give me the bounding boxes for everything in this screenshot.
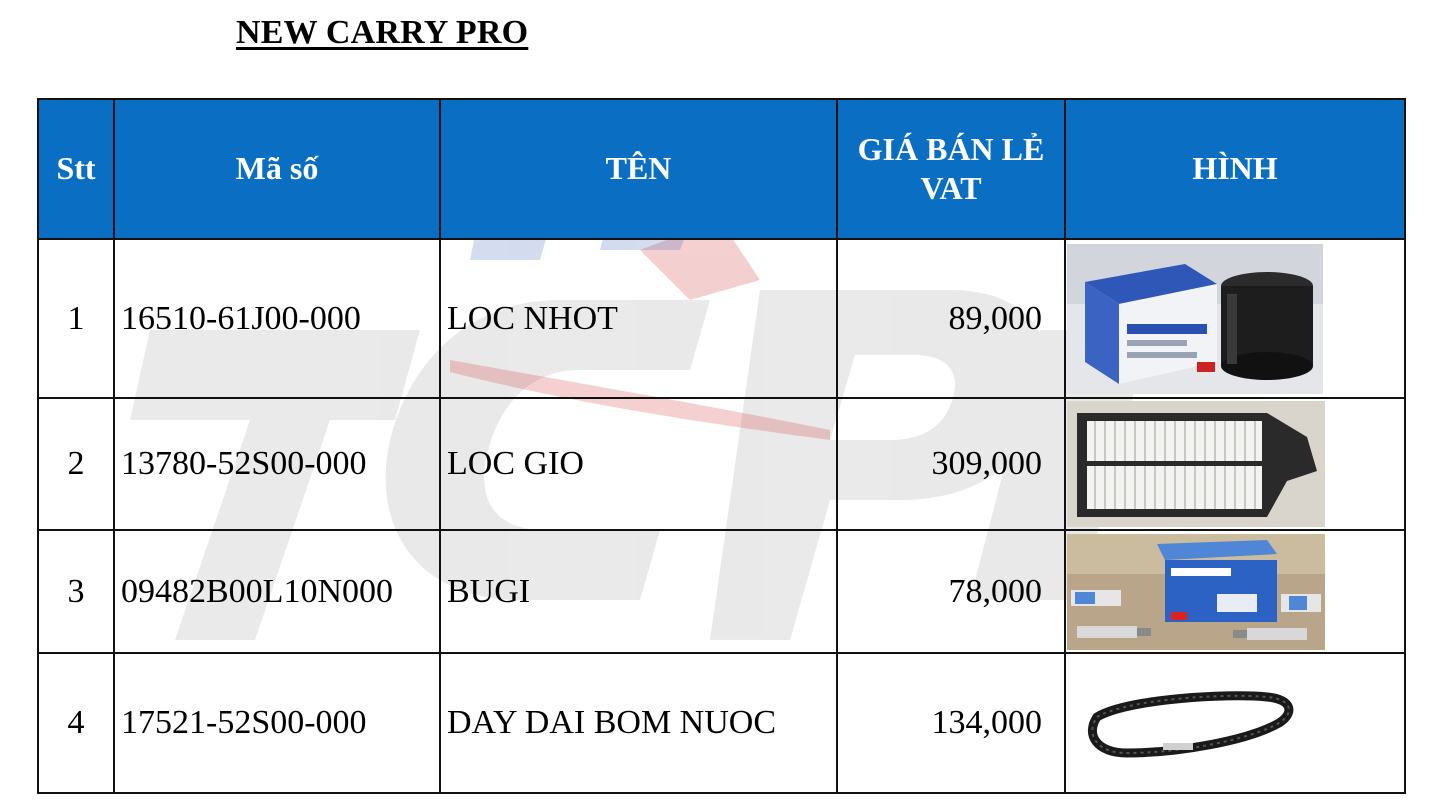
row-part-code: 17521-52S00-000	[114, 653, 440, 793]
row-part-code: 13780-52S00-000	[114, 398, 440, 530]
row-price: 134,000	[837, 653, 1065, 793]
row-part-name: LOC GIO	[440, 398, 837, 530]
spark-plug-photo	[1067, 534, 1325, 650]
table-row	[38, 398, 1405, 530]
row-price: 309,000	[837, 398, 1065, 530]
row-price: 78,000	[837, 530, 1065, 653]
oil-filter-photo	[1067, 244, 1323, 394]
header-name: TÊN	[440, 99, 837, 239]
row-stt: 4	[38, 653, 114, 793]
row-price: 89,000	[837, 239, 1065, 398]
parts-price-table	[37, 98, 1406, 794]
row-part-name: LOC NHOT	[440, 239, 837, 398]
row-part-code: 16510-61J00-000	[114, 239, 440, 398]
header-stt: Stt	[38, 99, 114, 239]
table-row	[38, 653, 1405, 793]
table-row	[38, 239, 1405, 398]
row-part-code: 09482B00L10N000	[114, 530, 440, 653]
row-part-name: DAY DAI BOM NUOC	[440, 653, 837, 793]
header-price-line1: GIÁ BÁN LẺ	[857, 130, 1045, 167]
header-image: HÌNH	[1065, 99, 1405, 239]
header-price-line2: VAT	[920, 170, 982, 206]
row-image-cell	[1065, 530, 1405, 653]
air-filter-photo	[1067, 401, 1325, 527]
header-price	[837, 99, 1065, 239]
row-image-cell	[1065, 239, 1405, 398]
row-image-cell	[1065, 653, 1405, 793]
row-stt: 2	[38, 398, 114, 530]
row-stt: 3	[38, 530, 114, 653]
document-title: NEW CARRY PRO	[236, 14, 529, 51]
header-code: Mã số	[114, 99, 440, 239]
row-stt: 1	[38, 239, 114, 398]
table-header-row	[38, 99, 1405, 239]
table-row	[38, 530, 1405, 653]
row-image-cell	[1065, 398, 1405, 530]
row-part-name: BUGI	[440, 530, 837, 653]
timing-belt-photo	[1067, 683, 1325, 763]
